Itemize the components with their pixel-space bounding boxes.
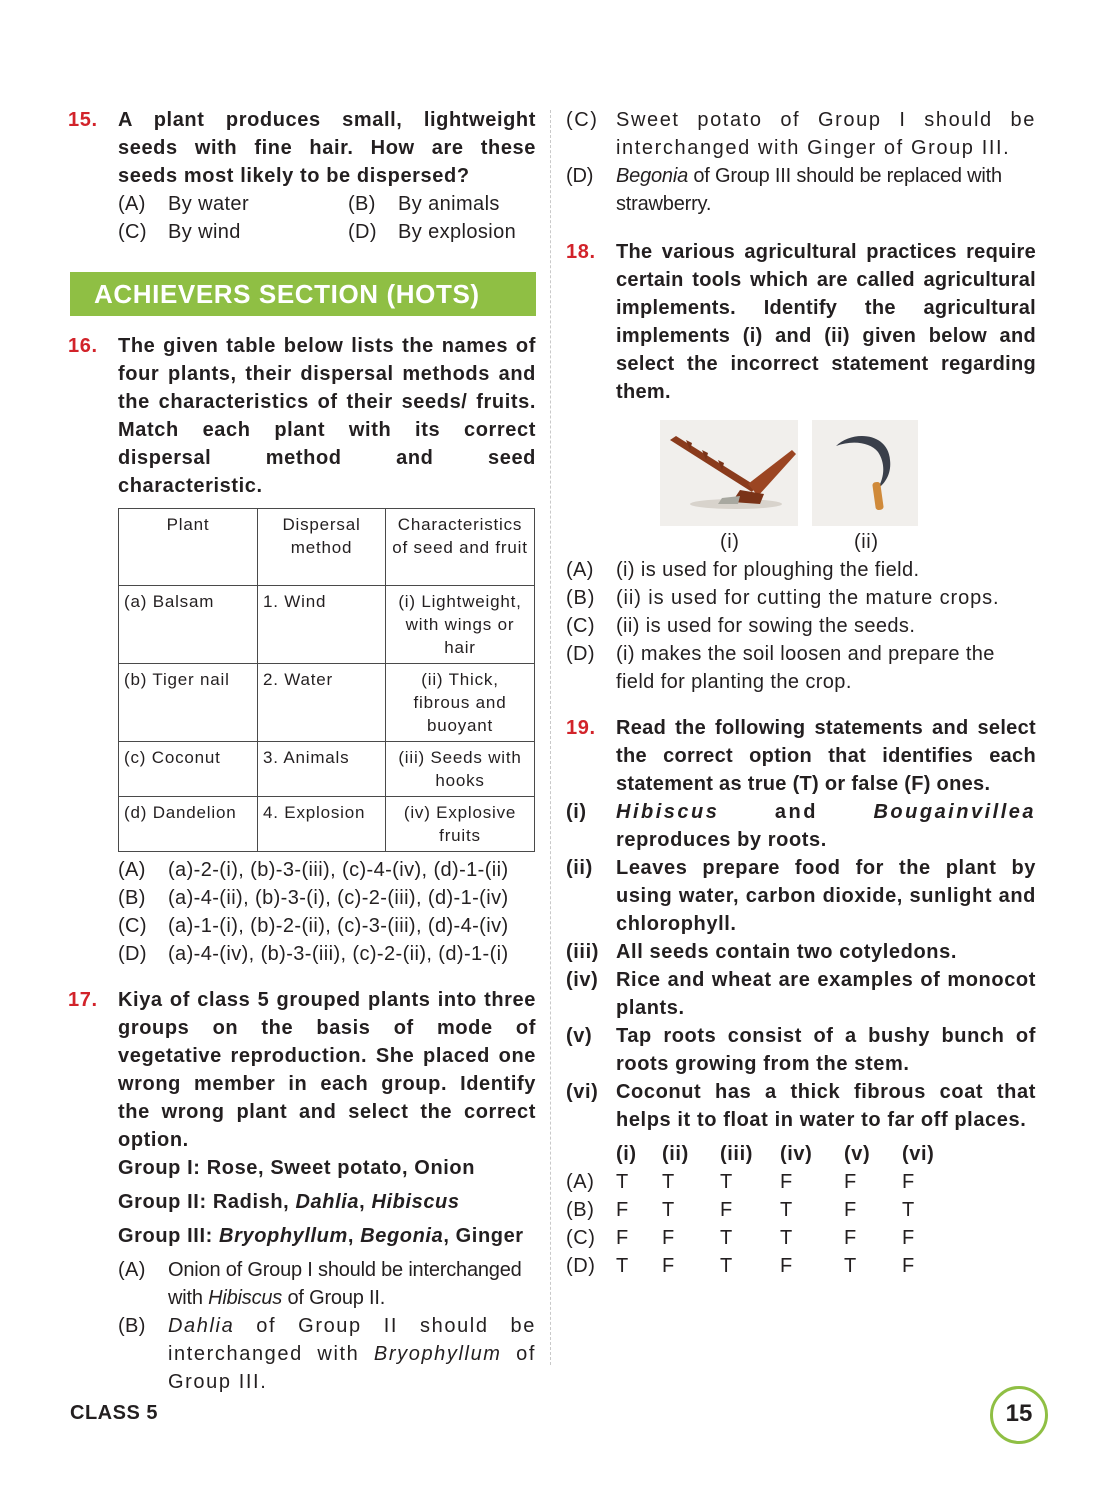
table-cell: 2. Water bbox=[258, 664, 386, 742]
text-part: and bbox=[719, 801, 874, 823]
question-text: A plant produces small, lightweight seeds with fine hair. How are these seeds most likely to be dispersed? bbox=[118, 109, 536, 187]
tf-cell: F bbox=[902, 1227, 915, 1249]
option-label: (A) bbox=[118, 859, 146, 881]
statement-label: (iii) bbox=[566, 941, 599, 963]
option-b[interactable] bbox=[566, 584, 1036, 612]
option-label: (A) bbox=[566, 1171, 595, 1193]
tf-cell: T bbox=[662, 1171, 675, 1193]
image-label: (i) bbox=[720, 531, 740, 553]
plant-name: Bryophyllum bbox=[219, 1225, 348, 1247]
tf-corner bbox=[566, 1140, 616, 1168]
question-text: The given table below lists the names of four plants, their dispersal methods and the characteristics of their seeds/ fruits. Match each plant with its correct dispersal method and seed characteristic. bbox=[118, 335, 536, 497]
table-row bbox=[119, 586, 535, 664]
option-label: (D) bbox=[566, 165, 594, 187]
option-c[interactable] bbox=[118, 218, 348, 246]
option-text: Sweet potato of Group I should be interchanged with Ginger of Group III. bbox=[616, 109, 1036, 159]
separator: , bbox=[347, 1225, 361, 1247]
statement bbox=[566, 938, 1036, 966]
tf-cell: F bbox=[780, 1171, 793, 1193]
plant-name: Bougainvillea bbox=[873, 801, 1036, 823]
tf-cell: T bbox=[720, 1255, 733, 1277]
tf-cell: T bbox=[616, 1255, 629, 1277]
tf-row[interactable] bbox=[566, 1168, 962, 1196]
implement-images bbox=[616, 420, 1036, 553]
tf-header: (iii) bbox=[720, 1143, 753, 1165]
option-label: (B) bbox=[118, 887, 146, 909]
table-row bbox=[119, 742, 535, 797]
plough-icon bbox=[660, 420, 798, 526]
group-text: , Ginger bbox=[443, 1225, 524, 1247]
class-label: CLASS 5 bbox=[70, 1402, 158, 1424]
tf-header: (ii) bbox=[662, 1143, 689, 1165]
option-d[interactable] bbox=[566, 640, 1036, 696]
option-text: (ii) is used for sowing the seeds. bbox=[616, 615, 916, 637]
option-a[interactable] bbox=[118, 190, 348, 218]
option-label: (A) bbox=[118, 193, 146, 215]
sickle-image bbox=[812, 420, 918, 526]
tf-cell: F bbox=[844, 1171, 857, 1193]
tf-row[interactable] bbox=[566, 1224, 962, 1252]
image-label: (ii) bbox=[854, 531, 879, 553]
plant-name: Bryophyllum bbox=[373, 1343, 502, 1365]
question-17 bbox=[68, 986, 536, 1396]
text-part: Onion of Group I should be interchanged with bbox=[168, 1259, 522, 1309]
question-15 bbox=[68, 106, 536, 246]
statement bbox=[566, 1022, 1036, 1078]
tf-cell: F bbox=[720, 1199, 733, 1221]
question-16 bbox=[68, 332, 536, 968]
true-false-table bbox=[566, 1140, 962, 1280]
tf-cell: F bbox=[662, 1227, 675, 1249]
table-header: Dispersal method bbox=[258, 509, 386, 586]
question-17-continued bbox=[566, 106, 1036, 218]
option-label: (C) bbox=[118, 221, 147, 243]
option-label: (B) bbox=[566, 1199, 595, 1221]
options bbox=[566, 556, 1036, 696]
column-divider bbox=[550, 110, 551, 1365]
group-3 bbox=[118, 1222, 536, 1250]
option-b[interactable] bbox=[118, 884, 536, 912]
table-cell: (iv) Explosive fruits bbox=[386, 797, 535, 852]
statement-text: Leaves prepare food for the plant by using water, carbon dioxide, sunlight and chlorophyll. bbox=[616, 857, 1036, 935]
tf-cell: T bbox=[844, 1255, 857, 1277]
option-d[interactable] bbox=[348, 218, 586, 246]
tf-cell: T bbox=[720, 1227, 733, 1249]
table-cell: 4. Explosion bbox=[258, 797, 386, 852]
table-cell: (iii) Seeds with hooks bbox=[386, 742, 535, 797]
option-label: (C) bbox=[118, 915, 147, 937]
statement-text: Rice and wheat are examples of monocot plants. bbox=[616, 969, 1036, 1019]
question-number: 16. bbox=[68, 335, 98, 357]
tf-cell: T bbox=[902, 1199, 915, 1221]
option-b[interactable] bbox=[348, 190, 586, 218]
option-label: (C) bbox=[566, 615, 595, 637]
option-label: (C) bbox=[566, 109, 599, 131]
separator: , bbox=[359, 1191, 372, 1213]
question-text: Kiya of class 5 grouped plants into three groups on the basis of mode of vegetative reproduction. She placed one wrong member in each group. Identify the wrong plant and select the correct option. bbox=[118, 989, 536, 1151]
tf-header: (iv) bbox=[780, 1143, 813, 1165]
text-part: of Group III should be replaced with strawberry. bbox=[616, 165, 1002, 215]
question-number: 17. bbox=[68, 989, 98, 1011]
tf-cell: F bbox=[616, 1199, 629, 1221]
table-cell: (i) Lightweight, with wings or hair bbox=[386, 586, 535, 664]
option-a[interactable] bbox=[118, 1256, 536, 1312]
section-banner: ACHIEVERS SECTION (HOTS) bbox=[70, 272, 536, 316]
question-number: 15. bbox=[68, 109, 98, 131]
option-text: (i) makes the soil loosen and prepare the field for planting the crop. bbox=[616, 643, 995, 693]
option-label: (B) bbox=[118, 1315, 146, 1337]
option-text bbox=[168, 1315, 536, 1393]
tf-cell: F bbox=[844, 1227, 857, 1249]
table-header: Characteristics of seed and fruit bbox=[386, 509, 535, 586]
statement-label: (vi) bbox=[566, 1081, 599, 1103]
plant-name: Begonia bbox=[360, 1225, 444, 1247]
statement-label: (ii) bbox=[566, 857, 593, 879]
option-label: (A) bbox=[118, 1259, 146, 1281]
group-1: Group I: Rose, Sweet potato, Onion bbox=[118, 1157, 476, 1179]
plant-name: Dahlia bbox=[168, 1315, 235, 1337]
statement-text: All seeds contain two cotyledons. bbox=[616, 941, 957, 963]
option-label: (B) bbox=[348, 193, 376, 215]
option-c[interactable] bbox=[566, 612, 1036, 640]
group-2 bbox=[118, 1188, 536, 1216]
tf-header-row bbox=[566, 1140, 962, 1168]
text-part: reproduces by roots. bbox=[616, 829, 827, 851]
left-column bbox=[68, 106, 536, 1396]
option-text: By explosion bbox=[398, 221, 517, 243]
table-cell: 1. Wind bbox=[258, 586, 386, 664]
question-number: 18. bbox=[566, 241, 596, 263]
option-label: (B) bbox=[566, 587, 596, 609]
right-column bbox=[566, 106, 1036, 1280]
option-c[interactable] bbox=[118, 912, 536, 940]
plants-table bbox=[118, 508, 535, 852]
question-text: The various agricultural practices require certain tools which are called agricultural implements. Identify the agricultural implements (i) and (ii) given below and select the incorrect statement regarding them. bbox=[616, 241, 1036, 403]
statement bbox=[566, 854, 1036, 938]
page-number: 15 bbox=[990, 1386, 1048, 1444]
plant-name: Hibiscus bbox=[208, 1287, 283, 1309]
statement-label: (iv) bbox=[566, 969, 599, 991]
option-c[interactable] bbox=[566, 106, 1036, 162]
statement-text: Coconut has a thick fibrous coat that helps it to float in water to far off places. bbox=[616, 1081, 1036, 1131]
option-text: By animals bbox=[398, 193, 500, 215]
option-text: By water bbox=[168, 193, 250, 215]
plant-name: Dahlia bbox=[295, 1191, 360, 1213]
question-number: 19. bbox=[566, 717, 596, 739]
tf-cell: F bbox=[616, 1227, 629, 1249]
text-part: of Group II should be interchanged with bbox=[168, 1315, 536, 1365]
text-part: of Group III. bbox=[168, 1343, 536, 1393]
plant-name: Begonia bbox=[616, 165, 688, 187]
table-cell: (a) Balsam bbox=[119, 586, 258, 664]
tf-cell: F bbox=[902, 1255, 915, 1277]
tf-header: (i) bbox=[616, 1143, 637, 1165]
statement-label: (i) bbox=[566, 801, 587, 823]
statement-label: (v) bbox=[566, 1025, 593, 1047]
tf-cell: T bbox=[616, 1171, 629, 1193]
table-row bbox=[119, 797, 535, 852]
question-text: Read the following statements and select the correct option that identifies each statement as true (T) or false (F) ones. bbox=[616, 717, 1036, 795]
plough-image bbox=[660, 420, 798, 526]
table-cell: 3. Animals bbox=[258, 742, 386, 797]
option-label: (A) bbox=[566, 559, 594, 581]
tf-cell: T bbox=[780, 1199, 793, 1221]
option-a[interactable] bbox=[566, 556, 1036, 584]
statement bbox=[566, 798, 1036, 854]
tf-cell: F bbox=[902, 1171, 915, 1193]
option-label: (D) bbox=[118, 943, 147, 965]
tf-cell: T bbox=[780, 1227, 793, 1249]
option-a[interactable] bbox=[118, 856, 536, 884]
table-cell: (b) Tiger nail bbox=[119, 664, 258, 742]
option-text: (ii) is used for cutting the mature crops. bbox=[616, 587, 1000, 609]
sickle-icon bbox=[812, 420, 918, 526]
option-label: (D) bbox=[566, 643, 595, 665]
question-18 bbox=[566, 238, 1036, 696]
option-label: (D) bbox=[566, 1255, 596, 1277]
option-text: By wind bbox=[168, 221, 241, 243]
option-text: (i) is used for ploughing the field. bbox=[616, 559, 920, 581]
tf-cell: T bbox=[662, 1199, 675, 1221]
group-text: Group II: Radish, bbox=[118, 1191, 296, 1213]
table-cell: (c) Coconut bbox=[119, 742, 258, 797]
group-text: Group III: bbox=[118, 1225, 220, 1247]
text-part: of Group II. bbox=[282, 1287, 386, 1309]
tf-row[interactable] bbox=[566, 1252, 962, 1280]
option-text: (a)-4-(iv), (b)-3-(iii), (c)-2-(ii), (d)-1-(i) bbox=[168, 943, 509, 965]
statement bbox=[566, 966, 1036, 1022]
option-text bbox=[168, 1259, 522, 1309]
table-header-row bbox=[119, 509, 535, 586]
tf-cell: F bbox=[662, 1255, 675, 1277]
question-19 bbox=[566, 714, 1036, 1280]
tf-header: (vi) bbox=[902, 1143, 935, 1165]
option-b[interactable] bbox=[118, 1312, 536, 1396]
table-cell: (d) Dandelion bbox=[119, 797, 258, 852]
option-text: (a)-2-(i), (b)-3-(iii), (c)-4-(iv), (d)-1-(ii) bbox=[168, 859, 509, 881]
plant-name: Hibiscus bbox=[616, 801, 720, 823]
tf-cell: T bbox=[720, 1171, 733, 1193]
tf-cell: F bbox=[780, 1255, 793, 1277]
plant-name: Hibiscus bbox=[371, 1191, 460, 1213]
statements bbox=[566, 798, 1036, 1134]
statement-text: Tap roots consist of a bushy bunch of roots growing from the stem. bbox=[616, 1025, 1036, 1075]
option-text: (a)-1-(i), (b)-2-(ii), (c)-3-(iii), (d)-4-(iv) bbox=[168, 915, 509, 937]
table-row bbox=[119, 664, 535, 742]
statement bbox=[566, 1078, 1036, 1134]
option-label: (D) bbox=[348, 221, 377, 243]
option-d[interactable] bbox=[566, 162, 1036, 218]
table-cell: (ii) Thick, fibrous and buoyant bbox=[386, 664, 535, 742]
table-header: Plant bbox=[119, 509, 258, 586]
option-d[interactable] bbox=[118, 940, 536, 968]
option-label: (C) bbox=[566, 1227, 596, 1249]
option-text: (a)-4-(ii), (b)-3-(i), (c)-2-(iii), (d)-1-(iv) bbox=[168, 887, 509, 909]
options bbox=[118, 190, 536, 246]
tf-header: (v) bbox=[844, 1143, 871, 1165]
option-text bbox=[616, 165, 1002, 215]
tf-row[interactable] bbox=[566, 1196, 962, 1224]
tf-cell: F bbox=[844, 1199, 857, 1221]
